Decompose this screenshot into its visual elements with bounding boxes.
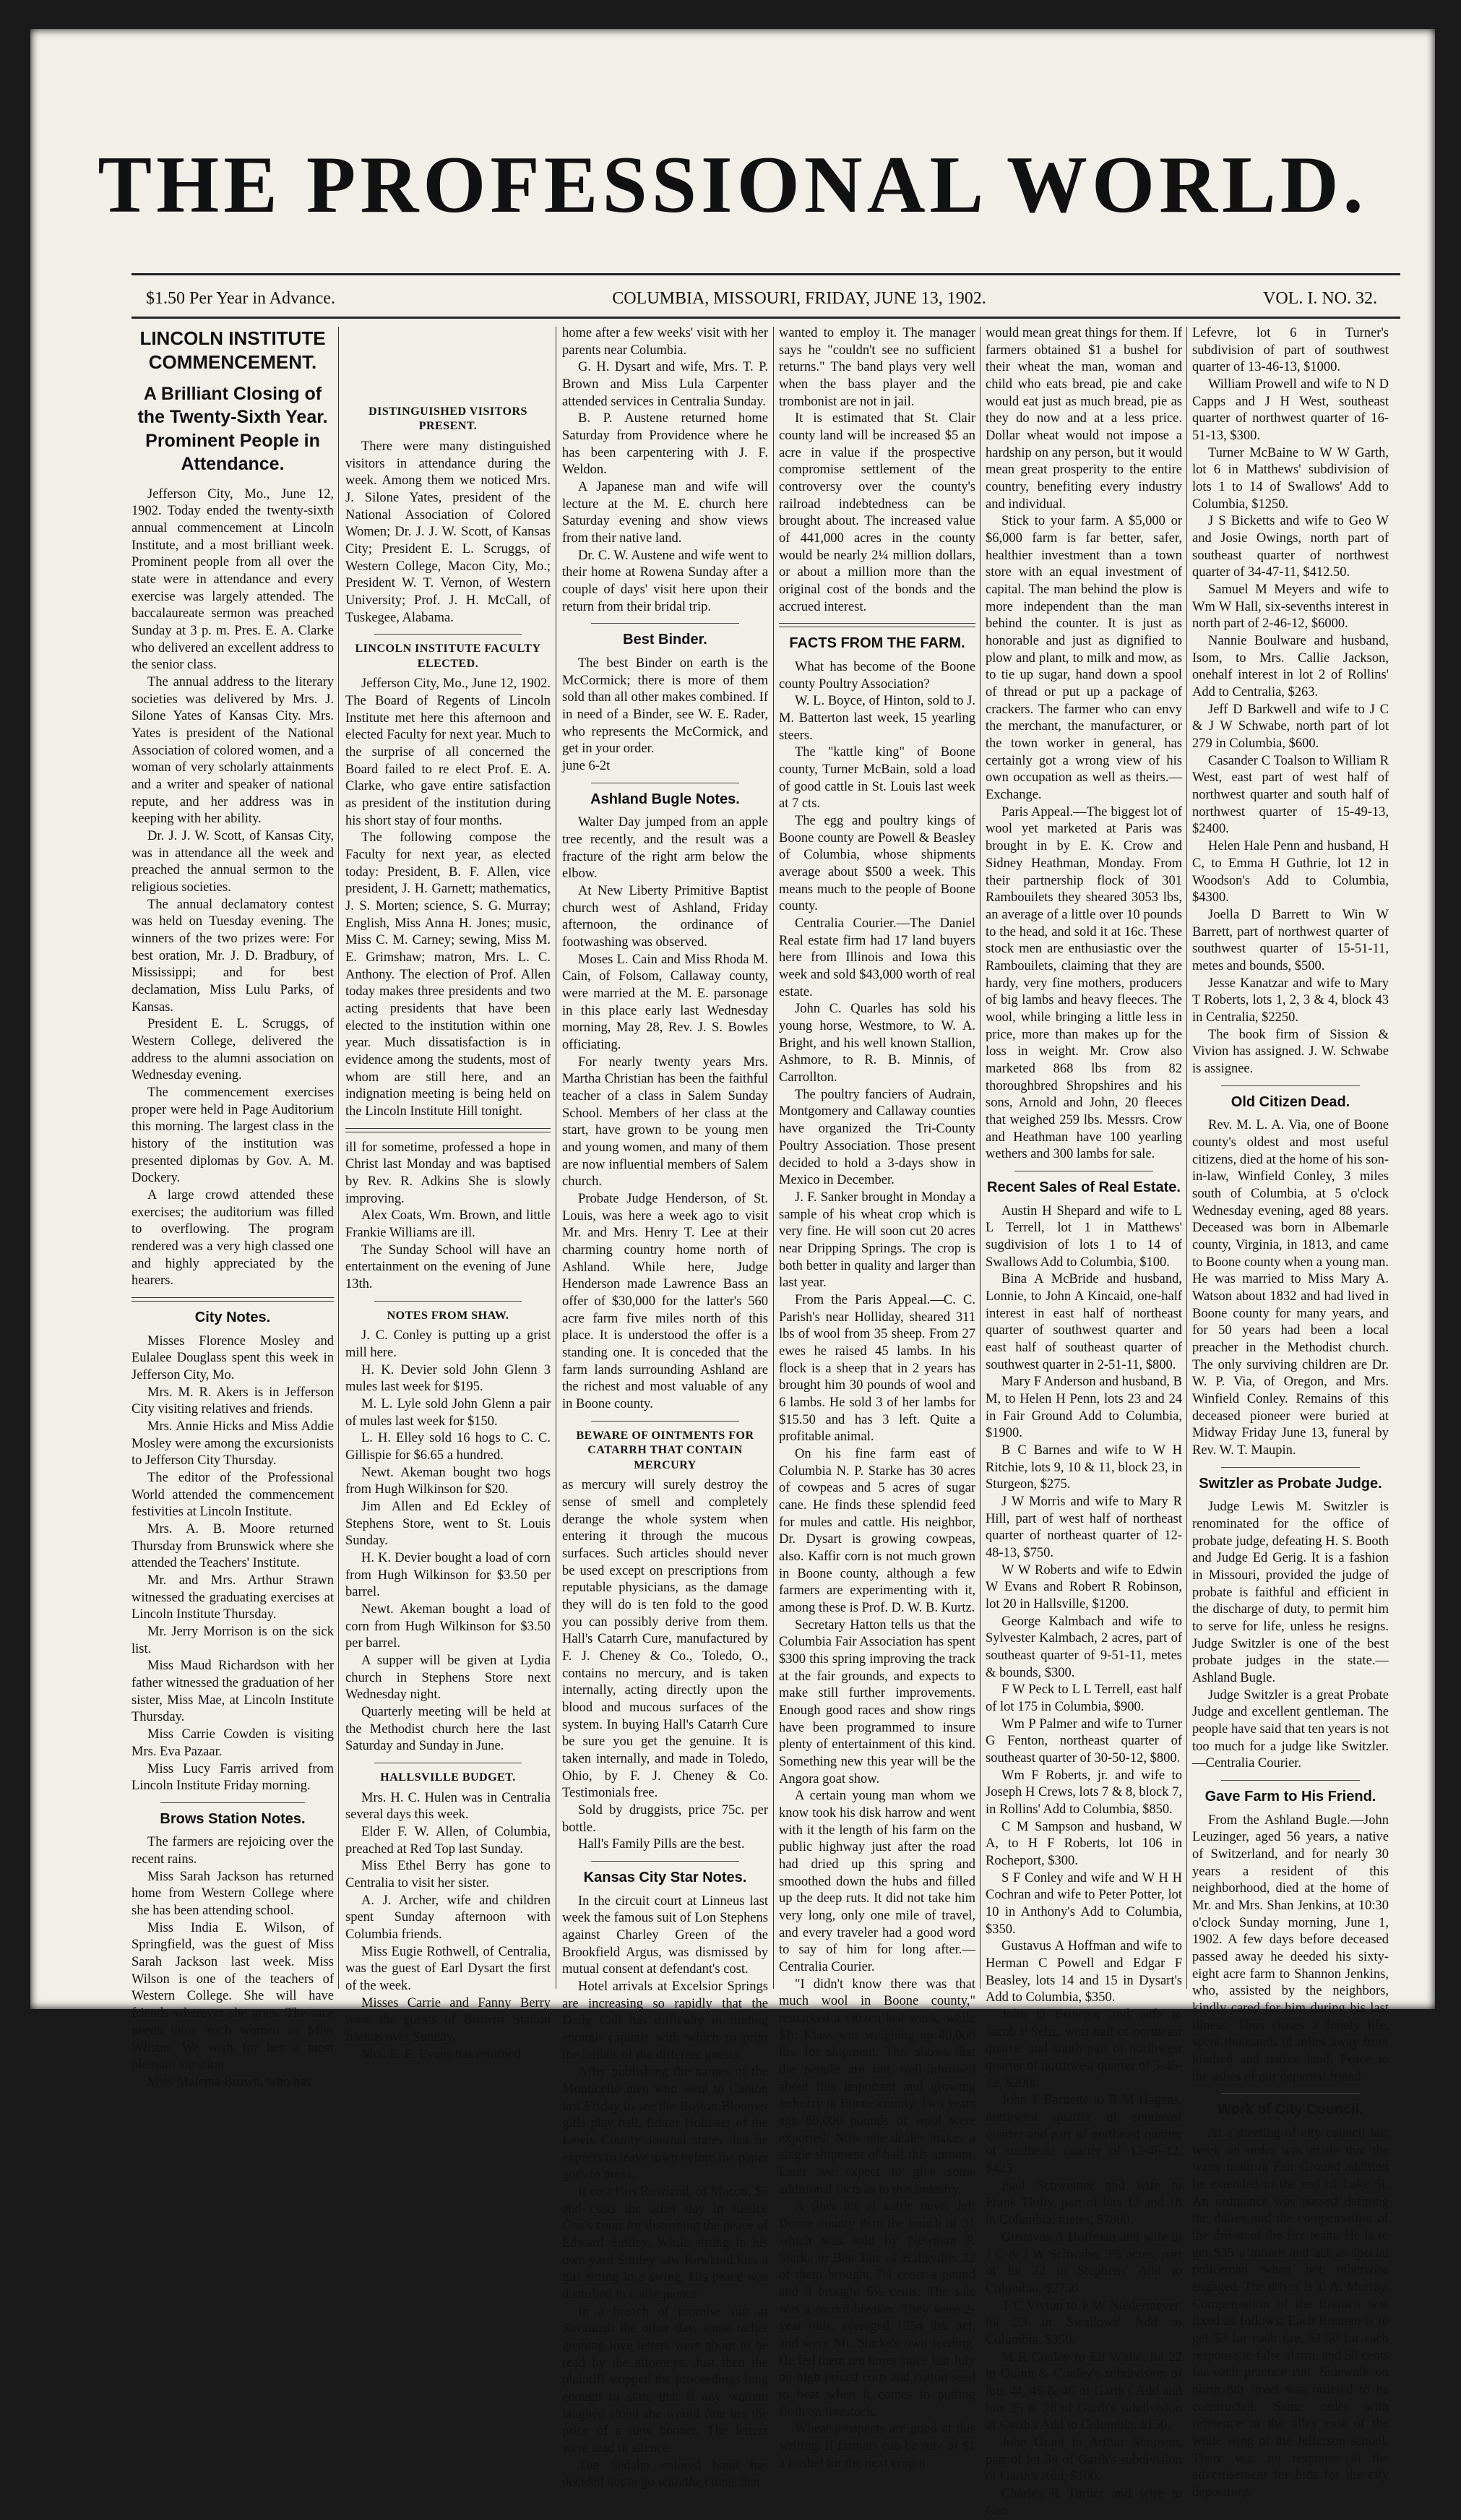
news-item: Miss Sarah Jackson has returned home from Western College where she has been attending school.	[132, 1869, 334, 1919]
news-item: wanted to employ it. The manager says he "couldn't see no sufficient returns." The band plays very well when the bass player and the trombonist are not in jail.	[779, 326, 975, 409]
listing-item: Wm P Palmer and wife to Turner G Fenton, northeast quarter of southeast quarter of 30-50-12, $800.	[986, 1716, 1182, 1766]
article-paragraph: The annual declamatory contest was held on Tuesday evening. The winners of the two prizes were: For best oration, Mr. J. D. Bradbury, of Mississippi; and for best declamation, Miss Lulu Parks, of Kansas.	[132, 897, 334, 1015]
section-heading: Brows Station Notes.	[160, 1810, 306, 1827]
listing-item: Charles R Turner and wife to Geo	[986, 2486, 1182, 2519]
section-heading: Gave Farm to His Friend.	[1204, 1788, 1376, 1805]
column-divider	[338, 327, 339, 1989]
news-item: H. K. Devier bought a load of corn from Hugh Wilkinson for $3.50 per barrel.	[345, 1550, 551, 1600]
news-item: Miss Malcina Brown, who has	[147, 2074, 311, 2089]
news-item: Newt. Akeman bought a load of corn from Hugh Wilkinson for $3.50 per barrel.	[345, 1602, 551, 1651]
column-5	[986, 325, 1182, 2519]
listing-item: John D Brinegar and wife to Jacob P Seltz, west half of northeast quarter and south part of northwest quarter of northwest quarter of 5-46-12, $2000.	[986, 2008, 1182, 2091]
listing-item: Helen Hale Penn and husband, H C, to Emma H Guthrie, lot 12 in Woodson's Add to Columbia, $4300.	[1192, 839, 1389, 906]
advertisement-text: as mercury will surely destroy the sense of smell and completely derange the whole system when entering it through the mucous surfaces. Such articles should never be used except on prescriptions from reputable physicians, as the damage they will do is ten fold to the good you can possibly derive from them. Hall's Catarrh Cure, manufactured by F. J. Cheney & Co., Toledo, O., contains no mercury, and is taken internally, acting directly upon the blood and mucous surfaces of the system. In buying Hall's Catarrh Cure be sure you get the genuine. It is taken internally, and made in Toledo, Ohio, by F. J. Cheney & Co. Testimonials free.	[562, 1478, 768, 1801]
article-paragraph: At a meeting of city council last week an order was made that the water main in Fair Ground addition be extended to the end of Lake St. An ordinance was passed defining the duties and the compensation of the driver of the fire team. He is to get $35 a month and act as special policeman when not otherwise engaged. The driver is T. A. Murray. Compensation of the firemen was fixed as follows: Each fireman is to get $3 for each fire, $1.50 for each response to false alarm, and 50 cents for each practice run. Sidewalk on north 8th street was ordered to be constructed. Same order with reference to the alley east of the white wing of the Jefferson school. There was no response to the advertisement for bids for the city depository.	[1192, 2125, 1389, 2500]
article-paragraph: Rev. M. L. A. Via, one of Boone county's oldest and most useful citizens, died at the home of his son-in-law, Winfield Conley, 3 miles south of Columbia, at 5 o'clock Wednesday evening, aged 88 years. Deceased was born in Albemarle county, Virginia, in 1813, and came to Boone county when a young man. He was married to Miss Mary A. Watson about 1832 and had lived in Boone county for many years, and for 50 years had been a local preacher in the Methodist church. The only surviving children are Dr. W. P. Via, of Oregon, and Mrs. Winfield Conley. Remains of this deceased pioneer were buried at Midway Friday June 13, funeral by Rev. W. T. Maupin.	[1192, 1118, 1389, 1458]
article-paragraph: There were many distinguished visitors in attendance during the week. Among them we noticed Mrs. J. Silone Yates, president of the National Association of Colored Women; Dr. J. J. W. Scott, of Kansas City; President E. L. Scruggs, of Western College, Macon City, Mo.; President W. T. Vernon, of Western University; Prof. J. H. McCall, of Tuskegee, Alabama.	[345, 439, 551, 625]
section-heading: Recent Sales of Real Estate.	[987, 1179, 1181, 1195]
news-item: On his fine farm east of Columbia N. P. Starke has 30 acres of cowpeas and 5 acres of sugar cane. He finds these splendid feed for mules and cattle. His neighbor, Dr. Dysart is growing cowpeas, also. Kaffir corn is not much grown in Boone county, although a few farmers are experimenting with it, among these is Prof. D. W. B. Kurtz.	[779, 1446, 975, 1615]
article-paragraph: Judge Lewis M. Switzler is renominated for the office of probate judge, defeating H. S. Booth and Judge Ed Gerig. It is a fashion in Missouri, provided the judge of probate is faithful and efficient in the discharge of duty, to permit him to serve for life, unless he resigns. Judge Switzler is one of the best probate judges in the state.—Ashland Bugle.	[1192, 1500, 1389, 1685]
listing-item: T C Vivion to F W Niedermeyer, lot 23 in Swallows' Add to Columbia, $350.	[986, 2298, 1182, 2347]
section-heading: Switzler as Probate Judge.	[1199, 1475, 1382, 1492]
news-item: A. J. Archer, wife and children spent Sunday afternoon with Columbia friends.	[345, 1893, 551, 1942]
section-rule	[1221, 1780, 1360, 1781]
news-item: After publishing the names of the Monticello men who went to Canton last Friday to see the Boston Bloomer girls play ball, Editor Hollister of the Lewis County Journal states that he expects to leave town before the paper goes to press.	[562, 2065, 768, 2183]
listing-item: Turner McBaine to W W Garth, lot 6 in Matthews' subdivision of lots 1 to 14 of Swallows' Add to Columbia, $1250.	[1192, 445, 1389, 512]
news-item: It cost Gus Rowland, of Macon, $5 and costs the other day in Justice Cox's court for disturbing the peace of Edward Smiley. While sitting in his own yard Smiley saw Rowland kiss a girl sitting in a swing. His peace was disturbed in consequence.	[562, 2185, 768, 2302]
news-item: Elder F. W. Allen, of Columbia, preached at Red Top last Sunday.	[345, 1824, 551, 1857]
listing-item: C M Sampson and husband, W A, to H F Roberts, lot 106 in Rocheport, $300.	[986, 1819, 1182, 1869]
listing-item: George Kalmbach and wife to Sylvester Kalmbach, 2 acres, part of southeast quarter of 9-51-11, metes & bounds, $300.	[986, 1614, 1182, 1680]
news-item: Miss Carrie Cowden is visiting Mrs. Eva Pazaar.	[132, 1727, 334, 1759]
listing-item: Lefevre, lot 6 in Turner's subdivision of part of southwest quarter of 13-46-13, $1000.	[1192, 326, 1389, 375]
section-heading: FACTS FROM THE FARM.	[789, 635, 965, 652]
news-item: Mr. and Mrs. Arthur Strawn witnessed the graduating exercises at Lincoln Institute Thursday.	[132, 1573, 334, 1622]
column-2	[345, 325, 551, 2062]
section-rule	[1221, 2093, 1360, 2094]
news-item: The Sedalia colored band has decided not to go with the circus that	[562, 2458, 768, 2490]
article-paragraph: The commencement exercises proper were held in Page Auditorium this morning. The largest class in the history of the institution was presented diplomas by Gov. A. M. Dockery.	[132, 1085, 334, 1186]
news-item: Miss Lucy Farris arrived from Lincoln Institute Friday morning.	[132, 1761, 334, 1794]
news-item: Miss Eugie Rothwell, of Centralia, was the guest of Earl Dysart the first of the week.	[345, 1944, 551, 1993]
listing-item: Gustavus A Hoffman and wife to Herman C Powell and Edgar F Beasley, lots 14 and 15 in Dysart's Add to Columbia, $350.	[986, 1939, 1182, 2005]
news-item: Mrs. H. C. Hulen was in Centralia several days this week.	[345, 1790, 551, 1823]
news-item: At New Liberty Primitive Baptist church west of Ashland, Friday afternoon, the ordinance of footwashing was observed.	[562, 884, 768, 950]
article-paragraph: The annual address to the literary societies was delivered by Mrs. J. Silone Yates of Kansas City. Mrs. Yates is president of the National Association of colored women, and a woman of very scholarly attainments and a writer and speaker of national repute, and her address was in keeping with her ability.	[132, 674, 334, 827]
news-item: Misses Florence Mosley and Eulalee Douglass spent this week in Jefferson City, Mo.	[132, 1333, 334, 1383]
listing-item: Samuel M Meyers and wife to Wm W Hall, six-sevenths interest in north part of 2-46-12, $6000.	[1192, 582, 1389, 632]
news-item: Misses Carrie and Fanny Berry were the guests of Browns Station friends over Sunday.	[345, 1995, 551, 2044]
news-item: "I didn't know there was that much wool in Boone county," remarked a citizen last week, while Mr. Klass was weighing up 40,000 lbs. for shipment. This shows that the people are not well-informed about this important and growing industry in Boone county. Two years ago 80,000 pounds of wool were exported. Now one dealer makes a single shipment of half this amount. Later we expect to give some additional facts as to this industry.	[779, 1977, 975, 2197]
listing-item: Mary F Anderson and husband, B M, to Helen H Penn, lots 23 and 24 in Fair Ground Add to Columbia, $1900.	[986, 1375, 1182, 1441]
news-item: A supper will be given at Lydia church in Stephens Store next Wednesday night.	[345, 1654, 551, 1703]
article-paragraph: President E. L. Scruggs, of Western College, delivered the address to the alumni association on Wednesday evening.	[132, 1017, 334, 1083]
news-item: Secretary Hatton tells us that the Columbia Fair Association has spent $300 this spring improving the track at the fair grounds, and expects to make still further improvements. Enough good races and show rings have been programmed to insure plenty of entertainment of this kind. Something new this year will be the Angora goat show.	[779, 1617, 975, 1786]
column-1	[132, 325, 334, 2089]
advertisement-text: Hall's Family Pills are the best.	[578, 1837, 745, 1852]
news-item: Probate Judge Henderson, of St. Louis, was here a week ago to visit Mr. and Mrs. Henry T. Lee at their charming country home north of Ashland. While here, Judge Henderson made Lawrence Bass an offer of $30,000 for the latter's 560 acre farm five miles north of this place. It is understood the offer is a standing one. It is conceded that the farm lands surrounding Ashland are the richest and most valuable of any in Boone county.	[562, 1192, 768, 1412]
news-item: Hotel arrivals at Excelsior Springs are increasing so rapidly that the Daily Call has difficulty in finding enough capitals with which to print the initials of the different guests.	[562, 1979, 768, 2063]
news-item: Newt. Akeman bought two hogs from Hugh Wilkinson for $20.	[345, 1465, 551, 1497]
section-heading: Old Citizen Dead.	[1231, 1093, 1350, 1110]
news-item: In a breach of promise suit at Savannah the other day, some rather gushing love letters were about to be read by the attorneys. Just then the plaintiff stopped the proceedings long enough to state that if any woman laughed aloud she would fine her the price of a new bonnet. The letters were read in silence.	[562, 2304, 768, 2456]
news-item: home after a few weeks' visit with her parents near Columbia.	[562, 326, 768, 358]
news-item: Miss India E. Wilson, of Springfield, was the guest of Miss Sarah Jackson last week. Miss Wilson is one of the teachers of Western College. She will have friends wherever she goes. The race needs more such women as Miss Wilson. We wish for her a most pleasant vacation.	[132, 1920, 334, 2073]
news-item: Quarterly meeting will be held at the Methodist church here the last Saturday and Sunday in June.	[345, 1705, 551, 1754]
news-item: H. K. Devier sold John Glenn 3 mules last week for $195.	[345, 1362, 551, 1395]
listing-item: John T Barnette to R M Hagans, northwest quarter of southeast quarter and part of northeast quarter of southeast quarter of 13-46-12, $425.	[986, 2093, 1182, 2177]
section-heading: Best Binder.	[623, 632, 707, 648]
section-rule	[591, 1861, 739, 1862]
news-item: Miss Maud Richardson with her father witnessed the graduation of her sister, Miss Mae, at Lincoln Institute Thursday.	[132, 1659, 334, 1725]
column-3	[562, 325, 768, 2490]
section-rule	[132, 1297, 334, 1302]
section-rule	[374, 1301, 522, 1302]
listing-item: J S Bicketts and wife to Geo W and Josie Owings, north part of southeast quarter of northwest quarter of 34-47-11, $412.50.	[1192, 514, 1389, 580]
news-item: It is estimated that St. Clair county land will be increased $5 an acre in value if the prospective compromise settlement of the controversy over the county's railroad indebtedness can be brought about. The increased value of 441,000 acres in the county would be nearly 2¼ million dollars, or about a million more than the original cost of the bonds and the accrued interest.	[779, 411, 975, 614]
news-item: Moses L. Cain and Miss Rhoda M. Cain, of Folsom, Callaway county, were married at the M. E. parsonage in this place early last Wednesday morning, May 28, Rev. J. S. Bowles officiating.	[562, 952, 768, 1053]
advertisement-date: june 6-2t	[562, 759, 611, 774]
news-item: G. H. Dysart and wife, Mrs. T. P. Brown and Miss Lula Carpenter attended services in Centralia Sunday.	[562, 360, 768, 409]
dateline-rule	[132, 317, 1400, 319]
listing-item: William Prowell and wife to N D Capps and J H West, southeast quarter of northwest quarter of 16-51-13, $300.	[1192, 377, 1389, 444]
section-heading: LINCOLN INSTITUTE FACULTY ELECTED.	[355, 642, 541, 670]
news-item: L. H. Elley sold 16 hogs to C. C. Gillispie for $6.65 a hundred.	[345, 1431, 551, 1463]
section-heading: City Notes.	[194, 1310, 271, 1326]
section-rule	[1221, 1467, 1360, 1468]
news-item: B. P. Austene returned home Saturday from Providence where he has been carpentering with J. F. Weldon.	[562, 411, 768, 478]
section-rule	[779, 623, 975, 627]
news-item: Centralia Courier.—The Daniel Real estate firm had 17 land buyers here from Illinois and Iowa this week and sold $43,000 worth of real estate.	[779, 916, 975, 999]
listing-item: Nannie Boulware and husband, Isom, to Mrs. Callie Jackson, onehalf interest in lot 2 of Rollins' Add to Centralia, $263.	[1192, 634, 1389, 700]
listing-item: B C Barnes and wife to W H Ritchie, lots 9, 10 & 11, block 23, in Sturgeon, $275.	[986, 1442, 1182, 1492]
section-heading: NOTES FROM SHAW.	[387, 1309, 509, 1322]
news-item: Mrs. A. B. Moore returned Thursday from Brunswick where she attended the Teachers' Institute.	[132, 1522, 334, 1571]
news-item: A certain young man whom we know took his disk harrow and went with it the length of his farm on the public highway just after the road had dried up this spring and smoothed down the hubs and filled up the deep ruts. It did not take him very long, only one mile of travel, and every traveler had a good word to say of him for long after.—Centralia Courier.	[779, 1789, 975, 1975]
news-item: The Sunday School will have an entertainment on the evening of June 13th.	[345, 1242, 551, 1292]
article-paragraph: From the Ashland Bugle.—John Leuzinger, aged 56 years, a native of Switzerland, and for nearly 30 years a resident of this neighborhood, died at the home of Mr. and Mrs. Shan Jenkins, at 10:30 o'clock Sunday morning, June 1, 1902. A few days before deceased passed away he deeded his sixty-eight acre farm to Shannon Jenkins, who, assisted by the neighbors, kindly cared for him during his last illness. Thus closes a lonely life, spent thousands of miles away from kindred and native land. Peace to the ashes of our departed friend.	[1192, 1812, 1389, 2084]
section-heading: Kansas City Star Notes.	[583, 1870, 747, 1886]
section-rule	[345, 1128, 551, 1132]
news-item: J. C. Conley is putting up a grist mill here.	[345, 1328, 551, 1360]
article-paragraph: The following compose the Faculty for next year, as elected today: President, B. F. Allen, vice president, J. H. Garnett; mathematics, J. S. Morten; science, S. G. Murray; English, Miss Anna H. Jones; music, Miss C. M. Carney; sewing, Miss M. E. Grimshaw; matron, Mrs. L. C. Anthony. The election of Prof. Allen today makes three presidents and two acting presidents that have been elected to the institution within one year. Much dissatisfaction is in evidence among the students, most of whom are still here, and an indignation meeting is being held on the Lincoln Institute Hill tonight.	[345, 830, 551, 1119]
news-item: The editor of the Professional World attended the commencement festivities at Lincoln Institute.	[132, 1471, 334, 1520]
column-divider	[980, 327, 981, 1989]
news-item: Mrs. E. E. Evans has returned	[361, 2047, 521, 2062]
listing-item: Casander C Toalson to William R West, east part of west half of northwest quarter and south half of northwest quarter of 15-49-13, $2400.	[1192, 753, 1389, 837]
article-paragraph: Judge Switzler is a great Probate Judge and excellent gentleman. The people have said that ten years is not too much for a judge like Switzler.—Centralia Courier.	[1192, 1687, 1389, 1771]
news-item: A Japanese man and wife will lecture at the M. E. church here Saturday evening and show views from their native land.	[562, 480, 768, 546]
masthead-title: THE PROFESSIONAL WORLD.	[98, 140, 1368, 230]
column-4	[779, 325, 975, 2471]
news-item: Paris Appeal.—The biggest lot of wool yet marketed at Paris was brought in by E. K. Crow and Sidney Heathman, Monday. From their partnership flock of 301 Rambouilets they sheared 3053 lbs, an average of a little over 10 pounds to the head, and sold it at 16c. These stock men are enthusiastic over the Rambouilets, claiming that they are hardy, very fine mothers, producers of big lambs and heavy fleeces. The wool, while bringing a little less in price, more than makes up for the loss in weight. Mr. Crow also marketed 868 lbs from 82 thoroughbred Shropshires and his sons, Arnold and John, 20 fleeces that weighed 259 lbs. Messrs. Crow and Heathman have 100 yearling wethers and 300 lambs for sale.	[986, 804, 1182, 1162]
news-item: A finer lot of cattle never left Boone county than the bunch of 31 which was sold by Newman P. Starke to Ben Tate of Hallsville. 22 of them brought 7¼ cents a pound and 9 brought 6½ cents. The sale was a record-breaker. They were 2-year olds, averaged 1354 lbs. net, and were Mr. Starke's own feeding. He fed them ten times since last July on high priced corn and cotton seed to beat when it comes to putting flesh on livestock.	[779, 2199, 975, 2420]
section-rule	[591, 623, 739, 624]
column-6	[1192, 325, 1389, 2500]
news-item: Wheat prospects are good at this writing. If farmers can be sure of $1 a bushel for the next crop it	[779, 2422, 975, 2471]
news-item: Miss Ethel Berry has gone to Centralia to visit her sister.	[345, 1859, 551, 1891]
dateline	[146, 289, 1377, 309]
news-item: John C. Quarles has sold his young horse, Westmore, to W. A. Bright, and his well known Stallion, Ashmore, to R. B. Minnis, of Carrollton.	[779, 1002, 975, 1085]
top-rule	[132, 273, 1400, 275]
article-paragraph: Dr. J. J. W. Scott, of Kansas City, was in attendance all the week and preached the annual sermon to the religious societies.	[132, 828, 334, 895]
listing-item: Austin H Shepard and wife to L L Terrell, lot 1 in Matthews' sugdivision of lots 1 to 14 of Swallows Add to Columbia, $100.	[986, 1203, 1182, 1270]
listing-item: Bina A McBride and husband, Lonnie, to John A Kincaid, one-half interest in east half of northeast quarter of southwest quarter and east half of southeast quarter of southwest quarter in 2-51-11, $800.	[986, 1272, 1182, 1372]
article-paragraph: A large crowd attended these exercises; the auditorium was filled to overflowing. The program rendered was a very high classed one and highly appreciated by the hearers.	[132, 1188, 334, 1289]
section-heading: HALLSVILLE BUDGET.	[380, 1771, 516, 1784]
news-item: Stick to your farm. A $5,000 or $6,000 farm is far better, safer, healthier investment than a town store with an equal investment of capital. The man behind the plow is more independent than the man behind the counter. It is just as honorable and just as dignified to plow and plant, to milk and mow, as to tie up sugar, hand down a spool of thread or put up a package of crackers. The farmer who can envy the merchant, the manufacturer, or the town worker in general, has certainly got a wrong view of his own occupation as well as theirs.—Exchange.	[986, 514, 1182, 803]
lead-headline: LINCOLN INSTITUTE COMMENCEMENT.	[139, 327, 326, 374]
news-item: The egg and poultry kings of Boone county are Powell & Beasley of Columbia, whose shipments average about $500 a week. This means much to the people of Boone county.	[779, 814, 975, 914]
news-item: Walter Day jumped from an apple tree recently, and the result was a fracture of the right arm below the elbow.	[562, 815, 768, 882]
article-paragraph: Jefferson City, Mo., June 12, 1902. The Board of Regents of Lincoln Institute met here this afternoon and elected Faculty for next year. Much to the surprise of all concerned the Board failed to re elect Prof. E. A. Clarke, who gave entire satisfaction as president of the institution during his short stay of four months.	[345, 676, 551, 828]
listing-item: Jesse Kanatzar and wife to Mary T Roberts, lots 1, 2, 3 & 4, block 43 in Centralia, $2250.	[1192, 976, 1389, 1025]
listing-item: Gustavus A Hoffman and wife to J C & J W Schwabe, 3¾ acres, part of lot 22 in Stephens' Add to Columbia, $2750.	[986, 2229, 1182, 2296]
news-item: M. L. Lyle sold John Glenn a pair of mules last week for $150.	[345, 1396, 551, 1429]
listing-item: M R Conley to Eli White, lot 22 in Quinn & Conley's subdivision of lots 44, 45 & 46 of Garth's Add and lots 25 & 28 of Garth's subdivision of Garth's Add to Columbia, $150.	[986, 2349, 1182, 2433]
news-item: The farmers are rejoicing over the recent rains.	[132, 1835, 334, 1867]
section-heading: Ashland Bugle Notes.	[590, 791, 740, 807]
news-item: The "kattle king" of Boone county, Turner McBain, sold a load of good cattle in St. Louis last week at 7 cts.	[779, 745, 975, 812]
news-item: From the Paris Appeal.—C. C. Parish's near Holliday, sheared 311 lbs of wool from 35 sheep. From 27 ewes he raised 45 lambs. In his flock is a sheep that in 2 years has brought him 30 pounds of wool and 6 lambs. He sold 3 of her lambs for $15.50 and has 3 left. Quite a profitable animal.	[779, 1292, 975, 1445]
column-divider	[773, 327, 774, 1989]
lead-subhead: A Brilliant Closing of the Twenty-Sixth Year. Prominent People in Attendance.	[137, 383, 328, 475]
news-item: Mrs. M. R. Akers is in Jefferson City visiting relatives and friends.	[132, 1385, 334, 1417]
advertisement-text: The best Binder on earth is the McCormick; there is more of them sold than all other makes combined. If in need of a Binder, see W. E. Rader, who represents the McCormick, and get in your order.	[562, 656, 768, 757]
volume-number: VOL. I. NO. 32.	[1263, 289, 1377, 308]
advertisement-heading: BEWARE OF OINTMENTS FOR CATARRH THAT CONTAIN MERCURY	[576, 1429, 754, 1471]
news-item: Dr. C. W. Austene and wife went to their home at Rowena Sunday after a couple of days' visit here upon their return from their bridal trip.	[562, 548, 768, 614]
listing-item: W W Roberts and wife to Edwin W Evans and Robert R Robinson, lot 20 in Hallsville, $1200.	[986, 1562, 1182, 1612]
news-item: J. F. Sanker brought in Monday a sample of his wheat crop which is very fine. He will soon cut 20 acres near Dripping Springs. The crop is both better in quality and larger than last year.	[779, 1190, 975, 1291]
news-item: would mean great things for them. If farmers obtained $1 a bushel for their wheat the man, woman and child who eats bread, pie and cake would eat just as much bread, pie as they do now and at a less price. Dollar wheat would not impose a hardship on any person, but it would mean great prosperity to the entire country, benefiting every industry and individual.	[986, 326, 1182, 512]
news-item: W. L. Boyce, of Hinton, sold to J. M. Batterton last week, 15 yearling steers.	[779, 694, 975, 743]
listing-item: S F Conley and wife and W H H Cochran and wife to Peter Potter, lot 10 in Anthony's Add to Columbia, $350.	[986, 1870, 1182, 1937]
column-divider	[1186, 327, 1187, 1989]
section-rule	[160, 1802, 305, 1803]
place-date: COLUMBIA, MISSOURI, FRIDAY, JUNE 13, 1902.	[612, 289, 986, 308]
section-rule	[591, 1421, 739, 1422]
news-item: Mr. Jerry Morrison is on the sick list.	[132, 1625, 334, 1656]
listing-item: Paul Schweitter and wife to Frank Thilly, part of lots 17 and 18 in Columbia, metes, $7800.	[986, 2178, 1182, 2228]
section-heading: Work of City Council.	[1218, 2102, 1363, 2118]
news-item: Jim Allen and Ed Eckley of Stephens Store, went to St. Louis Sunday.	[345, 1499, 551, 1549]
listing-item: Wm F Roberts, jr. and wife to Joseph H Crews, lots 7 & 8, block 7, in Rollins' Add to Columbia, $850.	[986, 1768, 1182, 1818]
news-item: Alex Coats, Wm. Brown, and little Frankie Williams are ill.	[345, 1208, 551, 1241]
news-item: For nearly twenty years Mrs. Martha Christian has been the faithful teacher of a class in Salem Sunday School. Members of her class at the start, have grown to be young men and young women, and many of them are now influential members of Salem church.	[562, 1054, 768, 1190]
news-item: ill for sometime, professed a hope in Christ last Monday and was baptised by Rev. R. Adkins She is slowly improving.	[345, 1140, 551, 1206]
listing-item: J W Morris and wife to Mary R Hill, part of west half of northeast quarter of northeast quarter of 12-48-13, $750.	[986, 1494, 1182, 1560]
listing-item: Joella D Barrett to Win W Barrett, part of northwest quarter of southwest quarter of 15-51-11, metes and bounds, $500.	[1192, 907, 1389, 973]
listing-item: F W Peck to L L Terrell, east half of lot 175 in Columbia, $900.	[986, 1682, 1182, 1714]
listing-item: John Grant to Arthur Simpson, part of lot 34 of Garth's subdivision of Garth's Add, $100.	[986, 2435, 1182, 2485]
subscription-price: $1.50 Per Year in Advance.	[146, 289, 335, 308]
section-rule	[1221, 1085, 1360, 1086]
news-item: The book firm of Sission & Vivion has assigned. J. W. Schwabe is assignee.	[1192, 1027, 1389, 1076]
listing-item: Jeff D Barkwell and wife to J C & J W Schwabe, north part of lot 279 in Columbia, $600.	[1192, 702, 1389, 752]
section-rule	[374, 634, 522, 635]
news-item: In the circuit court at Linneus last week the famous suit of Lon Stephens against Charley Green of the Brookfield Argus, was dismissed by mutual consent at defendant's cost.	[562, 1893, 768, 1977]
newspaper-page	[30, 29, 1435, 2519]
article-paragraph: Jefferson City, Mo., June 12, 1902. Today ended the twenty-sixth annual commencement at Lincoln Institute, and a most brilliant week. Prominent people from all over the state were in attendance and every exercise was largely attended. The baccalaureate sermon was preached Sunday at 3 p. m. Pres. E. A. Clarke who delivered an excellent address to the senior class.	[132, 486, 334, 673]
news-item: The poultry fanciers of Audrain, Montgomery and Callaway counties have organized the Tri-County Poultry Association. Those present decided to hold a 3-days show in Mexico in December.	[779, 1087, 975, 1188]
section-heading: DISTINGUISHED VISITORS PRESENT.	[369, 405, 527, 433]
advertisement-text: Sold by druggists, price 75c. per bottle.	[562, 1803, 768, 1835]
news-item: Mrs. Annie Hicks and Miss Addie Mosley were among the excursionists to Jefferson City Thursday.	[132, 1419, 334, 1468]
news-item: What has become of the Boone county Poultry Association?	[779, 660, 975, 692]
